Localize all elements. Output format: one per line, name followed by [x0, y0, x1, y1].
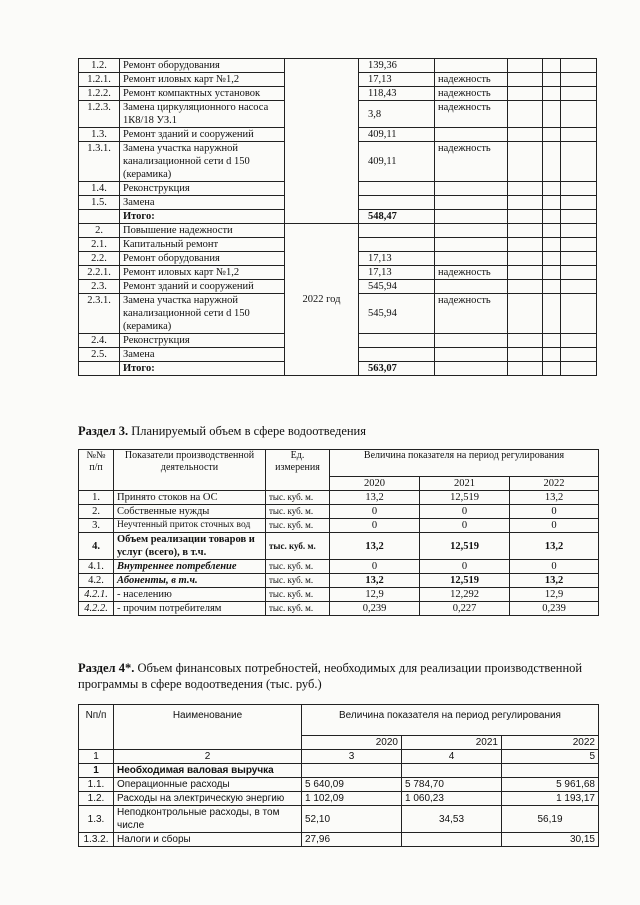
- year-cell: 2022 год: [285, 224, 359, 376]
- section4-heading: Раздел 4*. Объем финансовых потребностей, необходимых для реализации производственной программы в сфере водоотведения (тыс. руб.): [78, 661, 583, 691]
- table-row: 4.2.1. - населению тыс. куб. м. 12,9 12,292 12,9: [79, 588, 599, 602]
- table-row: 1.3. Ремонт зданий и сооружений 409,11: [79, 128, 597, 142]
- table-header-row: Nп/п Наименование Величина показателя на период регулирования: [79, 705, 599, 736]
- table-row: 1.2. Расходы на электрическую энергию 1 102,09 1 060,23 1 193,17: [79, 792, 599, 806]
- table-header-row: №№ п/п Показатели производственной деятельности Ед. измерения Величина показателя на период регулирования: [79, 450, 599, 477]
- section3-heading: Раздел 3. Планируемый объем в сфере водоотведения: [78, 424, 366, 438]
- table-row: 2. Повышение надежности 2022 год: [79, 224, 597, 238]
- program-measures-table: [78, 58, 597, 376]
- table-row: 3. Неучтенный приток сточных вод тыс. куб. м. 0 0 0: [79, 519, 599, 533]
- table-row: 1.3.1. Замена участка наружной канализационной сети d 150 (керамика) 409,11 надежность: [79, 142, 597, 182]
- table-row: 2.1. Капитальный ремонт: [79, 238, 597, 252]
- planned-volume-table: [78, 449, 599, 616]
- table-row-total: Итого: 563,07: [79, 362, 597, 376]
- table-row: 4.2.2. - прочим потребителям тыс. куб. м. 0,239 0,227 0,239: [79, 602, 599, 616]
- table-row: 1.3. Неподконтрольные расходы, в том числе 52,10 34,53 56,19: [79, 806, 599, 833]
- table-header-row: 2020 2021 2022: [79, 736, 599, 750]
- table-row: 2.3. Ремонт зданий и сооружений 545,94: [79, 280, 597, 294]
- table-row: 1.5. Замена: [79, 196, 597, 210]
- table-row-total: Итого: 548,47: [79, 210, 597, 224]
- table-row: 2.2.1. Ремонт иловых карт №1,2 17,13 надежность: [79, 266, 597, 280]
- table-row: 4. Объем реализации товаров и услуг (всего), в т.ч. тыс. куб. м. 13,2 12,519 13,2: [79, 533, 599, 560]
- table-header-row: 2020 2021 2022: [79, 477, 599, 491]
- table-row: 2. Собственные нужды тыс. куб. м. 0 0 0: [79, 505, 599, 519]
- table-row: 2.5. Замена: [79, 348, 597, 362]
- table-row: 1. Принято стоков на ОС тыс. куб. м. 13,2 12,519 13,2: [79, 491, 599, 505]
- table-row: 1.3.2. Налоги и сборы 27,96 30,15: [79, 833, 599, 847]
- financial-needs-table: [78, 704, 599, 847]
- table-row: 1.2.1. Ремонт иловых карт №1,2 17,13 надежность: [79, 73, 597, 87]
- table-row: 2.3.1. Замена участка наружной канализационной сети d 150 (керамика) 545,94 надежность: [79, 294, 597, 334]
- table-row: 1.1. Операционные расходы 5 640,09 5 784,70 5 961,68: [79, 778, 599, 792]
- table-colnum-row: 1 2 3 4 5: [79, 750, 599, 764]
- table-row: 2.4. Реконструкция: [79, 334, 597, 348]
- table-row: 1.2.2. Ремонт компактных установок 118,43 надежность: [79, 87, 597, 101]
- table-row: 1 Необходимая валовая выручка: [79, 764, 599, 778]
- table-row: 1.2.3. Замена циркуляционного насоса 1К8/18 УЗ.1 3,8 надежность: [79, 101, 597, 128]
- table-row: 2.2. Ремонт оборудования 17,13: [79, 252, 597, 266]
- table-row: 1.2. Ремонт оборудования 139,36: [79, 59, 597, 73]
- table-row: 4.2. Абоненты, в т.ч. тыс. куб. м. 13,2 12,519 13,2: [79, 574, 599, 588]
- table-row: 1.4. Реконструкция: [79, 182, 597, 196]
- table-row: 4.1. Внутреннее потребление тыс. куб. м. 0 0 0: [79, 560, 599, 574]
